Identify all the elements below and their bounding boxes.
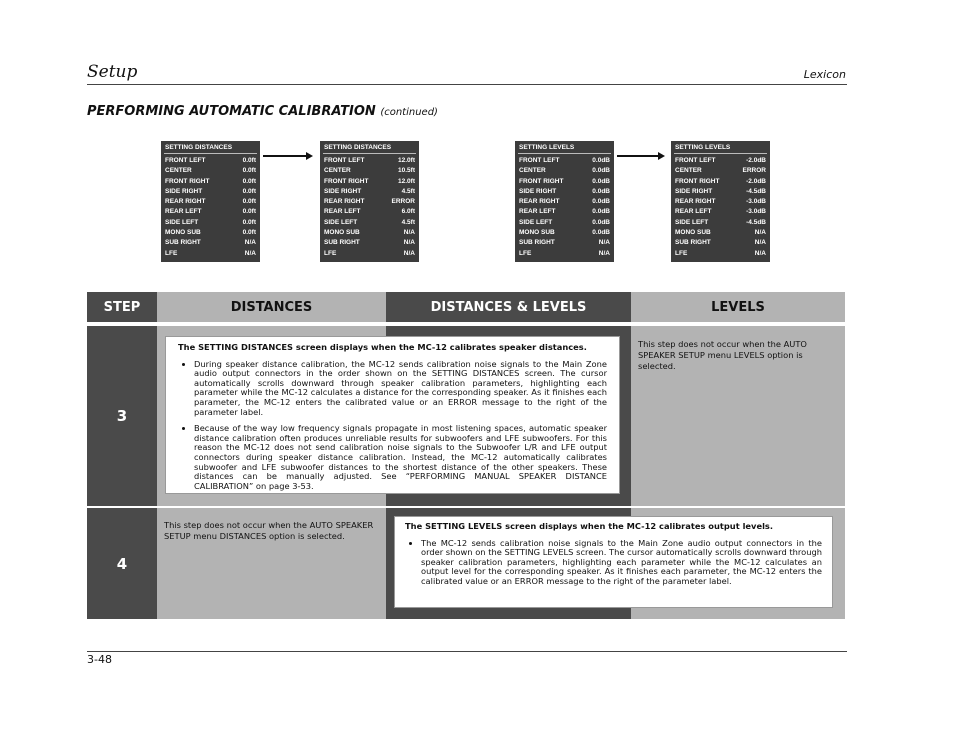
row-label: REAR RIGHT <box>165 198 206 206</box>
row-value: 12.0ft <box>398 177 415 185</box>
screen-row <box>675 228 766 238</box>
screen-title: SETTING DISTANCES <box>165 144 233 151</box>
row-label: FRONT LEFT <box>675 157 716 164</box>
screen-divider <box>164 153 257 154</box>
step-number-4: 4 <box>87 508 157 619</box>
row-value: N/A <box>244 239 256 247</box>
step4-box-title: The SETTING LEVELS screen displays when the MC-12 calibrates output levels. <box>405 521 774 531</box>
screen-row <box>165 197 256 207</box>
screen-row <box>675 218 766 228</box>
row-label: CENTER <box>165 167 192 175</box>
step3-bullet: • Because of the way low frequency signals propagate in most listening spaces, automatic speaker distance calibration often produces unreliable results for subwoofers and LFE subwoofers. For this reason the MC-12 does not send calibration noise signals to the Subwoofer L/R and LFE output connectors during speaker distance calibration. Instead, the MC-12 automatically calibrates subwoofer and LFE subwoofer distances to the shortest distance of the other speakers. These distances can be manually adjusted. See “PERFORMING MANUAL SPEAKER DISTANCE CALIBRATION” on page 3-53. <box>194 424 607 491</box>
row-value: 0.0dB <box>592 229 610 237</box>
row-label: FRONT RIGHT <box>165 177 210 185</box>
calibration-step-table <box>87 292 845 619</box>
row-label: MONO SUB <box>675 229 711 237</box>
row-label: REAR LEFT <box>165 208 202 216</box>
step3-bullet: • During speaker distance calibration, the MC-12 sends calibration noise signals to the Main Zone audio output connectors in the order shown on the SETTING DISTANCES screen. The cursor automatically scrolls downward through speaker calibration parameters, highlighting each parameter while the MC-12 calculates a distance for the corresponding speaker. As it finishes each parameter, the MC-12 enters the calibrated value or an ERROR message to the right of the parameter label. <box>194 360 607 418</box>
row-value: -2.0dB <box>746 157 766 164</box>
screen-divider <box>323 153 416 154</box>
step4-bullet: • The MC-12 sends calibration noise signals to the Main Zone audio output connectors in the order shown on the SETTING LEVELS screen. The cursor automatically scrolls downward through speaker calibration parameters, highlighting each parameter while the MC-12 calculates an output level for the corresponding speaker. As it finishes each parameter, the MC-12 enters the calibrated value or an ERROR message to the right of the parameter label. <box>421 539 822 587</box>
row-value: 0.0dB <box>592 187 610 195</box>
section-title-text: PERFORMING AUTOMATIC CALIBRATION <box>87 104 376 119</box>
row-label: CENTER <box>675 167 702 175</box>
row-label: LFE <box>675 249 688 257</box>
row-value: -2.0dB <box>746 177 766 185</box>
screen-row <box>519 218 610 228</box>
screen-divider <box>518 153 611 154</box>
screen-title: SETTING DISTANCES <box>324 144 392 151</box>
screen-row <box>519 166 610 176</box>
screen-row <box>324 228 415 238</box>
row-value: 0.0ft <box>242 218 256 226</box>
row-label: SIDE RIGHT <box>324 187 362 195</box>
row-value: 0.0ft <box>242 229 256 237</box>
row-label: FRONT LEFT <box>519 157 560 164</box>
row-label: FRONT RIGHT <box>519 177 564 185</box>
row-value: -4.5dB <box>746 218 766 226</box>
row-label: CENTER <box>519 167 546 175</box>
step-number-3: 3 <box>87 326 157 506</box>
row-label: LFE <box>165 249 178 257</box>
arrow-right-icon <box>263 155 311 157</box>
screen-row <box>519 207 610 217</box>
row-value: -3.0dB <box>746 208 766 216</box>
screen-row <box>165 166 256 176</box>
row-label: FRONT RIGHT <box>675 177 720 185</box>
row-value: 0.0dB <box>592 198 610 206</box>
brand-name: Lexicon <box>803 68 846 81</box>
screen-row <box>675 238 766 248</box>
row-label: REAR LEFT <box>675 208 712 216</box>
page-header-title: Setup <box>87 62 138 82</box>
row-label: SIDE LEFT <box>519 218 553 226</box>
row-value: N/A <box>244 249 256 257</box>
row-label: FRONT LEFT <box>324 157 365 164</box>
row-label: MONO SUB <box>324 229 360 237</box>
row-label: SUB RIGHT <box>324 239 360 247</box>
screen-row <box>324 207 415 217</box>
screen-row <box>165 228 256 238</box>
screen-levels-result <box>671 141 770 262</box>
row-label: SUB RIGHT <box>519 239 555 247</box>
section-continued: (continued) <box>380 107 438 118</box>
screen-row <box>165 177 256 187</box>
row-value: 0.0ft <box>242 208 256 216</box>
screen-row <box>675 187 766 197</box>
screen-row <box>519 197 610 207</box>
screen-divider <box>674 153 767 154</box>
step3-distances-box <box>165 336 620 494</box>
screen-row <box>675 166 766 176</box>
footer-rule <box>87 651 847 652</box>
row-value: ERROR <box>742 167 766 175</box>
screen-row <box>165 207 256 217</box>
screen-row <box>165 218 256 228</box>
screen-title: SETTING LEVELS <box>675 144 731 151</box>
row-label: FRONT RIGHT <box>324 177 369 185</box>
screen-row <box>675 156 766 166</box>
row-label: REAR RIGHT <box>324 198 365 206</box>
screen-row <box>675 177 766 187</box>
arrow-right-icon <box>617 155 663 157</box>
row-label: REAR RIGHT <box>519 198 560 206</box>
screen-distances-initial <box>161 141 260 262</box>
row-value: 0.0ft <box>242 167 256 175</box>
row-value: 0.0dB <box>592 218 610 226</box>
row-value: 0.0ft <box>242 177 256 185</box>
screen-row <box>519 177 610 187</box>
row-value: N/A <box>754 249 766 257</box>
row-label: SIDE LEFT <box>675 218 709 226</box>
step3-bullet-list <box>178 360 607 492</box>
page-number: 3-48 <box>87 653 112 666</box>
row-label: SUB RIGHT <box>165 239 201 247</box>
row-value: N/A <box>754 229 766 237</box>
header-distances-levels: DISTANCES & LEVELS <box>386 292 631 324</box>
row-value: ERROR <box>391 198 415 206</box>
section-title <box>87 104 438 119</box>
step3-box-title: The SETTING DISTANCES screen displays when the MC-12 calibrates speaker distances. <box>178 342 587 352</box>
row-label: CENTER <box>324 167 351 175</box>
row-label: SIDE RIGHT <box>519 187 557 195</box>
screen-distances-result <box>320 141 419 262</box>
row-label: SIDE LEFT <box>165 218 199 226</box>
row-label: REAR LEFT <box>324 208 361 216</box>
row-value: -4.5dB <box>746 187 766 195</box>
row-label: SIDE LEFT <box>324 218 358 226</box>
row-label: FRONT LEFT <box>165 157 206 164</box>
header-levels: LEVELS <box>631 292 845 324</box>
header-step: STEP <box>87 292 157 324</box>
row-value: 4.5ft <box>401 187 415 195</box>
screen-row <box>165 249 256 259</box>
screen-row <box>519 238 610 248</box>
screen-row <box>324 249 415 259</box>
header-rule <box>87 84 847 85</box>
row-value: -3.0dB <box>746 198 766 206</box>
screen-row <box>324 197 415 207</box>
screen-row <box>324 177 415 187</box>
row-label: LFE <box>519 249 532 257</box>
screen-title: SETTING LEVELS <box>519 144 575 151</box>
screen-row <box>324 238 415 248</box>
row-label: SIDE RIGHT <box>165 187 203 195</box>
row-value: 0.0ft <box>242 157 256 164</box>
row-label: MONO SUB <box>165 229 201 237</box>
step4-distances-note: This step does not occur when the AUTO SPEAKER SETUP menu DISTANCES option is selected. <box>164 520 374 541</box>
row-value: 0.0dB <box>592 167 610 175</box>
screen-row <box>165 238 256 248</box>
screen-row <box>675 197 766 207</box>
screen-row <box>165 187 256 197</box>
row-value: N/A <box>403 249 415 257</box>
row-value: 0.0dB <box>592 157 610 164</box>
row-label: REAR LEFT <box>519 208 556 216</box>
row-value: 12.0ft <box>398 157 415 164</box>
row-value: 0.0dB <box>592 208 610 216</box>
step4-bullet-list <box>405 539 822 587</box>
screen-row <box>675 249 766 259</box>
screen-row <box>519 187 610 197</box>
screen-row <box>519 228 610 238</box>
row-label: MONO SUB <box>519 229 555 237</box>
row-value: N/A <box>403 239 415 247</box>
header-distances: DISTANCES <box>157 292 386 324</box>
row-value: 6.0ft <box>401 208 415 216</box>
row-value: 0.0ft <box>242 198 256 206</box>
screen-row <box>324 156 415 166</box>
screen-row <box>324 218 415 228</box>
row-value: N/A <box>598 249 610 257</box>
row-label: LFE <box>324 249 337 257</box>
row-label: SUB RIGHT <box>675 239 711 247</box>
step4-levels-box <box>394 516 833 608</box>
row-value: 0.0ft <box>242 187 256 195</box>
row-label: REAR RIGHT <box>675 198 716 206</box>
row-value: 10.5ft <box>398 167 415 175</box>
row-value: N/A <box>598 239 610 247</box>
screen-row <box>519 156 610 166</box>
screen-row <box>324 187 415 197</box>
screen-row <box>165 156 256 166</box>
screen-levels-initial <box>515 141 614 262</box>
screen-row <box>324 166 415 176</box>
screen-row <box>675 207 766 217</box>
row-value: N/A <box>403 229 415 237</box>
row-value: 4.5ft <box>401 218 415 226</box>
row-value: N/A <box>754 239 766 247</box>
step3-levels-note: This step does not occur when the AUTO SPEAKER SETUP menu LEVELS option is selected. <box>638 339 807 371</box>
screen-row <box>519 249 610 259</box>
row-label: SIDE RIGHT <box>675 187 713 195</box>
row-value: 0.0dB <box>592 177 610 185</box>
